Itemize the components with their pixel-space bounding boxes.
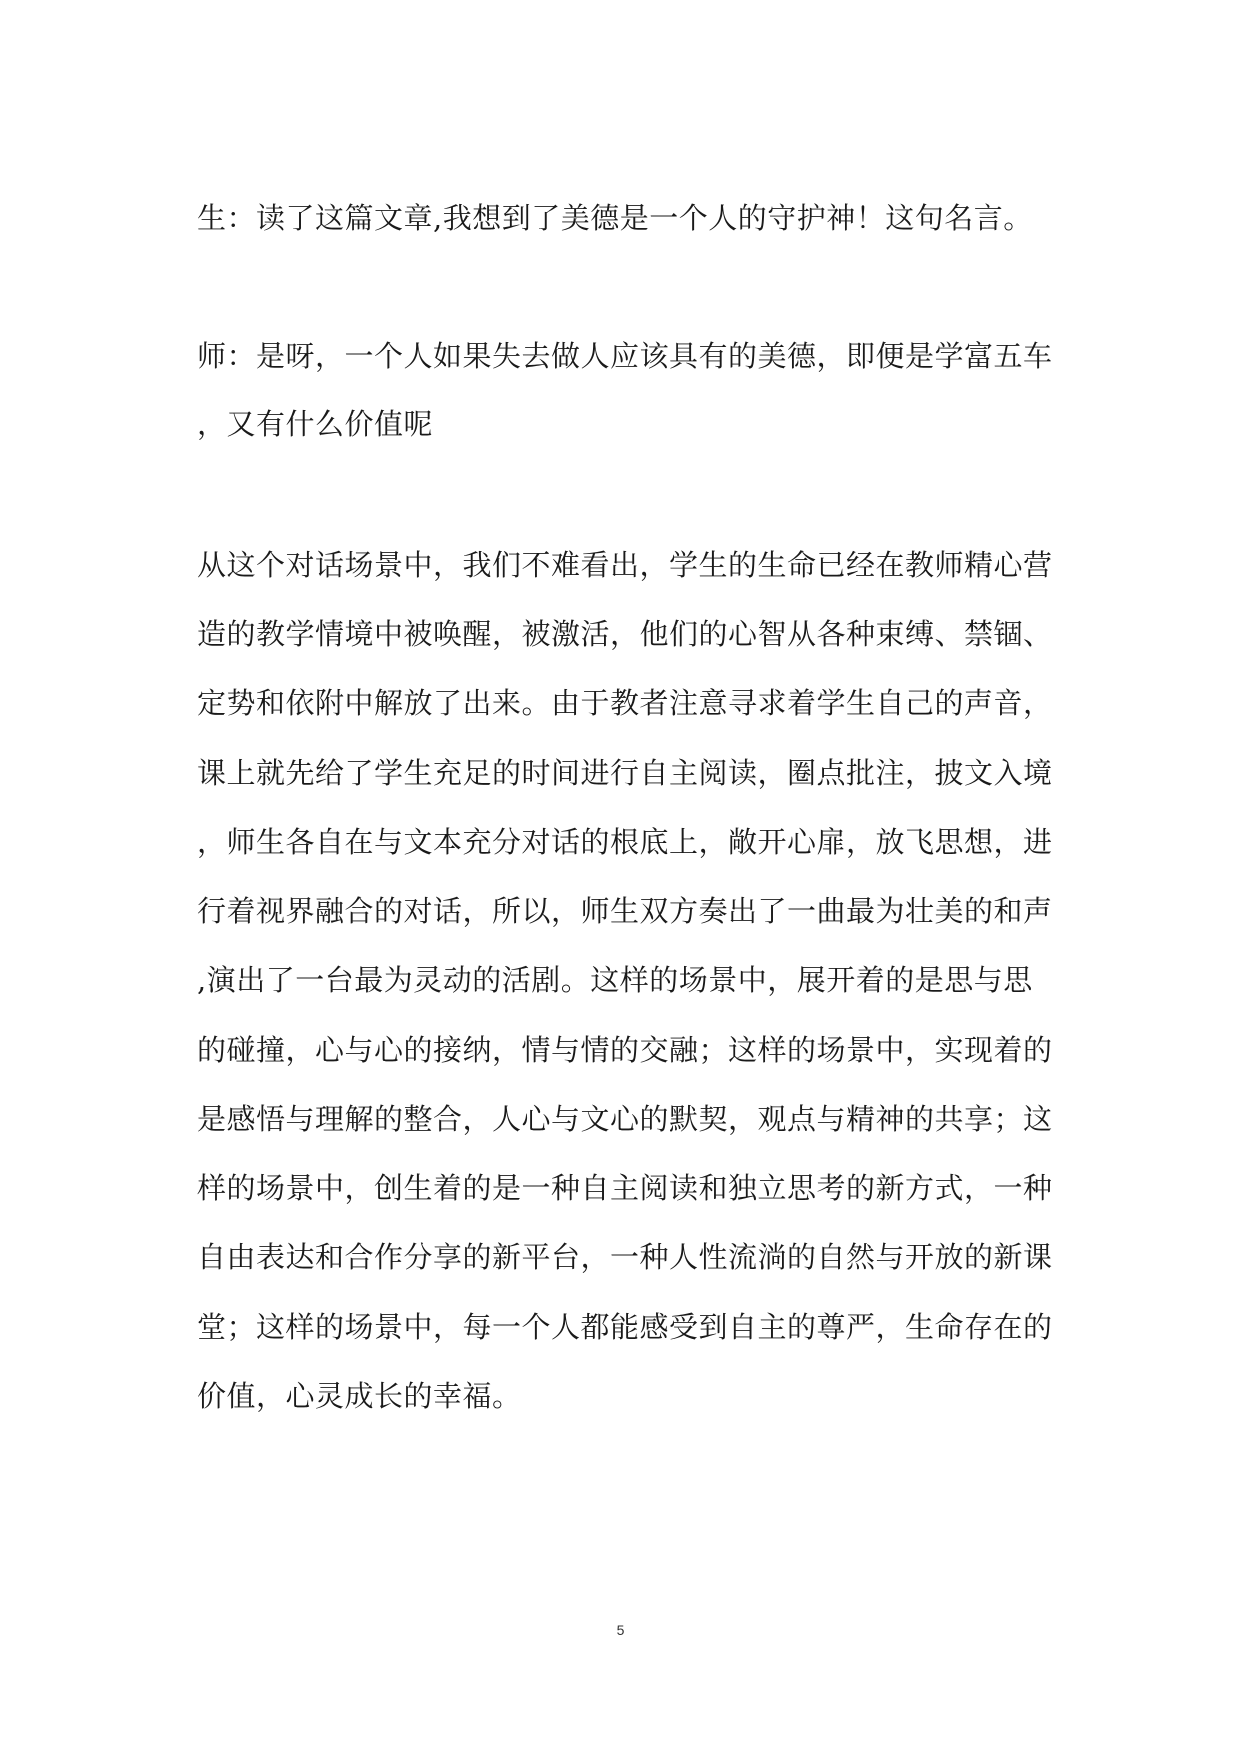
paragraph-line: 价值，心灵成长的幸福。 — [197, 1379, 522, 1413]
page-number: 5 — [616, 1622, 625, 1638]
paragraph-line: 行着视界融合的对话，所以，师生双方奏出了一曲最为壮美的和声 — [197, 894, 1053, 928]
paragraph-line: 自由表达和合作分享的新平台，一种人性流淌的自然与开放的新课 — [197, 1240, 1053, 1274]
paragraph-line: 堂；这样的场景中，每一个人都能感受到自主的尊严，生命存在的 — [197, 1310, 1053, 1344]
paragraph-line: 是感悟与理解的整合，人心与文心的默契，观点与精神的共享；这 — [197, 1102, 1053, 1136]
student-dialogue-line: 生：读了这篇文章,我想到了美德是一个人的守护神！这句名言。 — [197, 201, 1033, 235]
teacher-dialogue-line: 师：是呀，一个人如果失去做人应该具有的美德，即便是学富五车 — [197, 339, 1053, 373]
paragraph-line: 的碰撞，心与心的接纳，情与情的交融；这样的场景中，实现着的 — [197, 1033, 1053, 1067]
paragraph-line: ，师生各自在与文本充分对话的根底上，敞开心扉，放飞思想，进 — [197, 825, 1053, 859]
teacher-dialogue-line: ，又有什么价值呢 — [197, 407, 434, 441]
paragraph-line: 从这个对话场景中，我们不难看出，学生的生命已经在教师精心营 — [197, 548, 1053, 582]
paragraph-line: 课上就先给了学生充足的时间进行自主阅读，圈点批注，披文入境 — [197, 756, 1053, 790]
paragraph-line: 造的教学情境中被唤醒，被激活，他们的心智从各种束缚、禁锢、 — [197, 617, 1053, 651]
paragraph-line: 样的场景中，创生着的是一种自主阅读和独立思考的新方式，一种 — [197, 1171, 1053, 1205]
paragraph-line: ,演出了一台最为灵动的活剧。这样的场景中，展开着的是思与思 — [197, 963, 1033, 997]
paragraph-line: 定势和依附中解放了出来。由于教者注意寻求着学生自己的声音， — [197, 686, 1053, 720]
